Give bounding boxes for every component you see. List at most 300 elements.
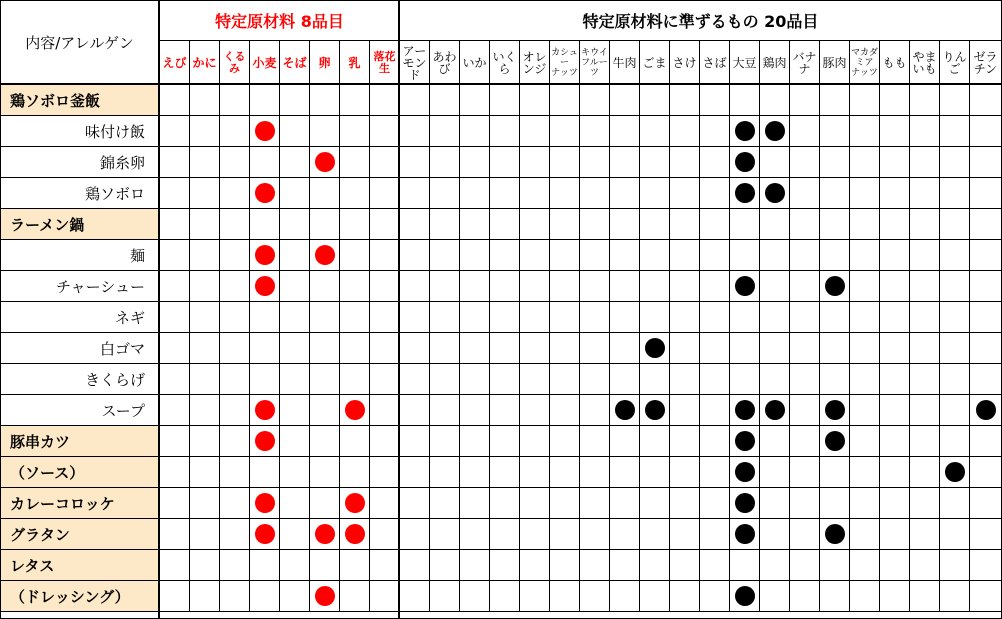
table-cell — [970, 85, 1002, 116]
table-cell — [700, 302, 730, 333]
table-cell — [850, 488, 880, 519]
table-cell — [370, 302, 400, 333]
allergen-mark — [765, 183, 785, 203]
table-cell — [790, 209, 820, 240]
table-cell — [850, 581, 880, 612]
table-cell — [730, 271, 760, 302]
table-cell — [430, 488, 460, 519]
table-cell — [460, 488, 490, 519]
table-cell — [250, 302, 280, 333]
table-cell — [430, 457, 460, 488]
table-cell — [400, 147, 430, 178]
table-cell — [310, 364, 340, 395]
allergen-mark — [345, 493, 365, 513]
table-cell — [610, 581, 640, 612]
item-label: 味付け飯 — [0, 116, 160, 147]
table-cell — [940, 271, 970, 302]
table-cell — [580, 519, 610, 550]
label-column-divider — [158, 0, 160, 619]
table-cell — [490, 457, 520, 488]
table-cell — [490, 333, 520, 364]
table-cell — [370, 364, 400, 395]
table-cell — [190, 271, 220, 302]
table-cell — [280, 85, 310, 116]
table-cell — [430, 364, 460, 395]
table-cell — [820, 240, 850, 271]
table-cell — [160, 395, 190, 426]
table-cell — [670, 550, 700, 581]
table-cell — [850, 519, 880, 550]
column-header: えび — [160, 41, 190, 85]
column-header: キウイ フルーツ — [580, 41, 610, 85]
table-cell — [610, 519, 640, 550]
table-cell — [340, 550, 370, 581]
table-cell — [640, 333, 670, 364]
column-header: 小麦 — [250, 41, 280, 85]
table-cell — [250, 550, 280, 581]
allergen-mark — [976, 400, 996, 420]
allergen-mark — [645, 338, 665, 358]
table-cell — [670, 116, 700, 147]
table-cell — [970, 395, 1002, 426]
table-cell — [400, 550, 430, 581]
table-cell — [700, 85, 730, 116]
table-cell — [850, 178, 880, 209]
category-label: （ドレッシング） — [0, 581, 160, 612]
table-cell — [820, 395, 850, 426]
table-cell — [880, 116, 910, 147]
table-cell — [400, 209, 430, 240]
column-header: くるみ — [220, 41, 250, 85]
table-cell — [970, 364, 1002, 395]
allergen-mark — [765, 121, 785, 141]
table-cell — [610, 147, 640, 178]
table-cell — [820, 457, 850, 488]
category-label: レタス — [0, 550, 160, 581]
table-cell — [340, 240, 370, 271]
table-cell — [940, 240, 970, 271]
table-cell — [880, 581, 910, 612]
table-cell — [250, 457, 280, 488]
table-cell — [160, 581, 190, 612]
table-cell — [970, 240, 1002, 271]
table-cell — [220, 85, 250, 116]
table-cell — [880, 426, 910, 457]
table-cell — [610, 178, 640, 209]
table-cell — [310, 271, 340, 302]
group-divider — [398, 0, 400, 619]
table-cell — [820, 147, 850, 178]
header-divider — [0, 83, 1002, 85]
table-cell — [220, 364, 250, 395]
table-cell — [940, 488, 970, 519]
table-cell — [160, 550, 190, 581]
table-cell — [400, 85, 430, 116]
table-cell — [400, 395, 430, 426]
table-cell — [250, 178, 280, 209]
table-cell — [610, 457, 640, 488]
table-cell — [790, 364, 820, 395]
table-cell — [880, 178, 910, 209]
table-cell — [970, 302, 1002, 333]
table-cell — [760, 116, 790, 147]
table-cell — [640, 395, 670, 426]
table-cell — [280, 240, 310, 271]
table-cell — [460, 395, 490, 426]
table-cell — [370, 519, 400, 550]
table-cell — [250, 240, 280, 271]
table-cell — [400, 488, 430, 519]
table-cell — [700, 178, 730, 209]
table-cell — [700, 395, 730, 426]
table-cell — [970, 178, 1002, 209]
table-cell — [160, 333, 190, 364]
table-cell — [520, 116, 550, 147]
table-cell — [310, 333, 340, 364]
table-cell — [550, 364, 580, 395]
table-cell — [280, 457, 310, 488]
table-cell — [190, 116, 220, 147]
table-cell — [250, 364, 280, 395]
column-header: アー モンド — [400, 41, 430, 85]
column-header: あわび — [430, 41, 460, 85]
allergen-mark — [765, 400, 785, 420]
table-cell — [310, 240, 340, 271]
allergen-mark — [255, 524, 275, 544]
table-cell — [460, 519, 490, 550]
table-cell — [610, 395, 640, 426]
table-cell — [820, 519, 850, 550]
table-cell — [670, 147, 700, 178]
table-cell — [190, 426, 220, 457]
table-cell — [790, 550, 820, 581]
table-cell — [430, 333, 460, 364]
table-cell — [910, 240, 940, 271]
item-label: チャーシュー — [0, 271, 160, 302]
table-cell — [490, 302, 520, 333]
group-header-specified: 特定原材料 8品目 — [160, 0, 400, 41]
table-cell — [220, 178, 250, 209]
column-header: 牛肉 — [610, 41, 640, 85]
table-cell — [820, 333, 850, 364]
table-cell — [880, 240, 910, 271]
table-cell — [340, 147, 370, 178]
table-cell — [340, 519, 370, 550]
table-cell — [430, 426, 460, 457]
table-cell — [250, 271, 280, 302]
category-label: （ソース） — [0, 457, 160, 488]
table-cell — [220, 116, 250, 147]
table-cell — [460, 240, 490, 271]
table-cell — [340, 333, 370, 364]
table-cell — [190, 209, 220, 240]
table-cell — [400, 457, 430, 488]
table-cell — [490, 271, 520, 302]
table-cell — [730, 457, 760, 488]
table-cell — [370, 147, 400, 178]
table-cell — [310, 116, 340, 147]
table-cell — [310, 209, 340, 240]
table-cell — [700, 147, 730, 178]
column-header: 乳 — [340, 41, 370, 85]
table-cell — [850, 147, 880, 178]
table-cell — [910, 395, 940, 426]
table-cell — [850, 457, 880, 488]
table-cell — [880, 457, 910, 488]
table-cell — [430, 178, 460, 209]
category-label: 鶏ソボロ釜飯 — [0, 85, 160, 116]
allergen-mark — [255, 121, 275, 141]
table-cell — [220, 581, 250, 612]
table-cell — [940, 85, 970, 116]
table-cell — [550, 302, 580, 333]
table-cell — [760, 426, 790, 457]
table-cell — [640, 426, 670, 457]
table-cell — [520, 488, 550, 519]
table-cell — [370, 457, 400, 488]
table-cell — [280, 426, 310, 457]
table-cell — [550, 85, 580, 116]
table-cell — [580, 209, 610, 240]
table-cell — [730, 147, 760, 178]
table-cell — [730, 209, 760, 240]
column-header: いくら — [490, 41, 520, 85]
table-cell — [340, 302, 370, 333]
table-cell — [670, 85, 700, 116]
table-cell — [850, 271, 880, 302]
table-cell — [760, 519, 790, 550]
table-cell — [970, 550, 1002, 581]
table-cell — [970, 116, 1002, 147]
table-cell — [190, 147, 220, 178]
table-cell — [160, 147, 190, 178]
column-header: 落花生 — [370, 41, 400, 85]
table-cell — [850, 302, 880, 333]
table-cell — [700, 333, 730, 364]
table-cell — [220, 488, 250, 519]
allergen-mark — [945, 462, 965, 482]
table-cell — [400, 581, 430, 612]
table-cell — [580, 581, 610, 612]
table-cell — [550, 240, 580, 271]
table-cell — [310, 581, 340, 612]
allergen-mark — [735, 586, 755, 606]
category-label: 豚串カツ — [0, 426, 160, 457]
table-cell — [340, 364, 370, 395]
table-cell — [250, 395, 280, 426]
table-cell — [520, 395, 550, 426]
table-cell — [250, 333, 280, 364]
table-cell — [730, 302, 760, 333]
table-cell — [940, 209, 970, 240]
table-cell — [640, 178, 670, 209]
table-cell — [280, 364, 310, 395]
table-cell — [310, 488, 340, 519]
table-cell — [910, 271, 940, 302]
table-cell — [730, 240, 760, 271]
table-cell — [940, 302, 970, 333]
table-cell — [970, 488, 1002, 519]
item-label: きくらげ — [0, 364, 160, 395]
table-cell — [400, 271, 430, 302]
column-header: りんご — [940, 41, 970, 85]
table-cell — [790, 178, 820, 209]
column-header: カシュー ナッツ — [550, 41, 580, 85]
table-cell — [790, 333, 820, 364]
table-cell — [850, 395, 880, 426]
column-header: 大豆 — [730, 41, 760, 85]
table-cell — [970, 457, 1002, 488]
table-cell — [580, 364, 610, 395]
table-cell — [160, 519, 190, 550]
table-cell — [190, 581, 220, 612]
table-cell — [460, 426, 490, 457]
table-cell — [430, 147, 460, 178]
table-cell — [310, 178, 340, 209]
table-cell — [880, 147, 910, 178]
table-cell — [490, 550, 520, 581]
table-cell — [640, 209, 670, 240]
table-cell — [490, 178, 520, 209]
table-cell — [580, 395, 610, 426]
table-cell — [490, 581, 520, 612]
table-cell — [700, 488, 730, 519]
table-cell — [400, 426, 430, 457]
table-cell — [790, 85, 820, 116]
table-cell — [220, 519, 250, 550]
table-cell — [460, 209, 490, 240]
allergen-mark — [735, 121, 755, 141]
allergen-mark — [735, 431, 755, 451]
table-cell — [160, 426, 190, 457]
table-cell — [580, 271, 610, 302]
table-cell — [850, 116, 880, 147]
table-cell — [220, 426, 250, 457]
table-cell — [790, 581, 820, 612]
column-header: かに — [190, 41, 220, 85]
table-cell — [520, 240, 550, 271]
table-cell — [460, 302, 490, 333]
allergen-mark — [825, 524, 845, 544]
table-cell — [370, 271, 400, 302]
table-cell — [820, 488, 850, 519]
table-cell — [640, 519, 670, 550]
table-cell — [310, 457, 340, 488]
table-cell — [160, 116, 190, 147]
table-cell — [670, 209, 700, 240]
table-cell — [730, 550, 760, 581]
table-cell — [520, 271, 550, 302]
table-cell — [670, 240, 700, 271]
allergen-mark — [825, 276, 845, 296]
table-cell — [760, 240, 790, 271]
table-cell — [400, 178, 430, 209]
allergen-mark — [735, 493, 755, 513]
table-cell — [790, 147, 820, 178]
column-header: オレ ンジ — [520, 41, 550, 85]
table-cell — [940, 364, 970, 395]
table-cell — [340, 395, 370, 426]
table-cell — [910, 209, 940, 240]
table-cell — [430, 550, 460, 581]
table-cell — [160, 178, 190, 209]
table-cell — [520, 364, 550, 395]
table-cell — [400, 116, 430, 147]
column-header: やま いも — [910, 41, 940, 85]
table-cell — [280, 147, 310, 178]
item-label: ネギ — [0, 302, 160, 333]
table-cell — [730, 519, 760, 550]
table-cell — [670, 581, 700, 612]
table-cell — [790, 488, 820, 519]
table-cell — [640, 147, 670, 178]
table-cell — [370, 85, 400, 116]
table-cell — [910, 178, 940, 209]
table-cell — [700, 457, 730, 488]
table-cell — [460, 271, 490, 302]
table-cell — [640, 271, 670, 302]
table-cell — [340, 581, 370, 612]
table-cell — [310, 519, 340, 550]
table-cell — [370, 240, 400, 271]
table-cell — [310, 85, 340, 116]
table-cell — [940, 457, 970, 488]
table-cell — [160, 302, 190, 333]
table-cell — [760, 333, 790, 364]
table-cell — [220, 240, 250, 271]
table-cell — [610, 488, 640, 519]
table-cell — [430, 302, 460, 333]
table-cell — [640, 488, 670, 519]
table-cell — [280, 550, 310, 581]
table-cell — [550, 426, 580, 457]
table-cell — [550, 209, 580, 240]
table-cell — [550, 271, 580, 302]
table-cell — [940, 395, 970, 426]
table-cell — [400, 364, 430, 395]
table-cell — [790, 519, 820, 550]
allergen-mark — [315, 586, 335, 606]
table-cell — [610, 333, 640, 364]
table-cell — [520, 333, 550, 364]
table-cell — [940, 581, 970, 612]
table-cell — [760, 209, 790, 240]
table-cell — [340, 178, 370, 209]
allergen-mark — [735, 400, 755, 420]
table-cell — [760, 147, 790, 178]
table-cell — [460, 178, 490, 209]
table-cell — [190, 85, 220, 116]
table-cell — [790, 426, 820, 457]
table-cell — [820, 85, 850, 116]
table-cell — [580, 302, 610, 333]
table-cell — [970, 426, 1002, 457]
allergen-mark — [315, 245, 335, 265]
table-cell — [940, 426, 970, 457]
table-cell — [760, 488, 790, 519]
allergen-mark — [735, 524, 755, 544]
table-cell — [730, 395, 760, 426]
table-cell — [550, 178, 580, 209]
table-cell — [850, 550, 880, 581]
allergen-mark — [735, 183, 755, 203]
table-cell — [460, 457, 490, 488]
table-cell — [880, 550, 910, 581]
allergen-mark — [645, 400, 665, 420]
table-cell — [970, 147, 1002, 178]
table-cell — [880, 519, 910, 550]
column-header: マカダ ミア ナッツ — [850, 41, 880, 85]
